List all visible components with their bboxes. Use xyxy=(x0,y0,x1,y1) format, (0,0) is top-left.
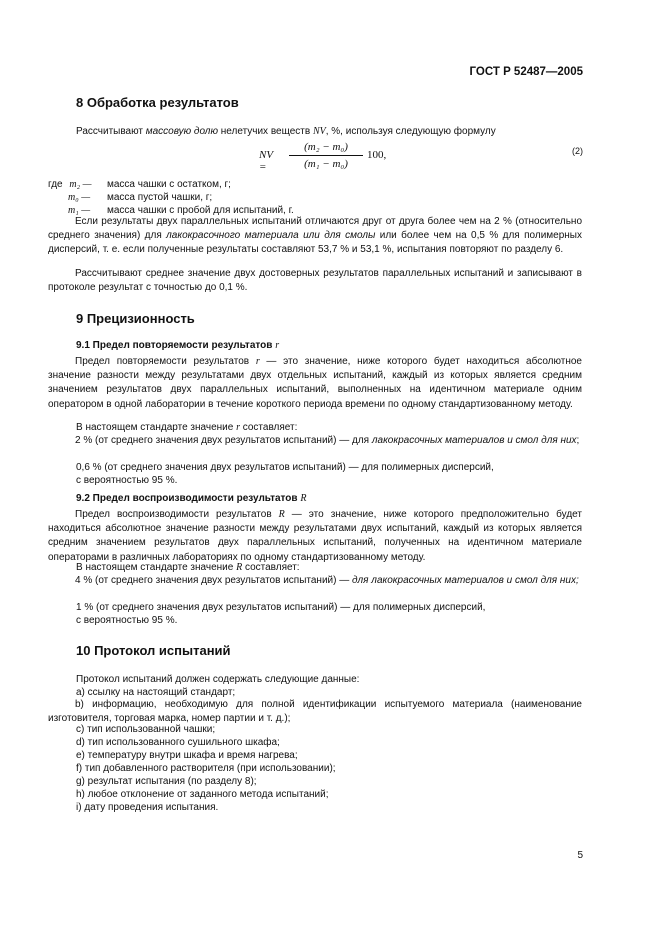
sub1-standard-value xyxy=(76,421,297,435)
section-8-paragraph-2 xyxy=(48,267,582,295)
sub1-para-a: Предел повторяемости результатов xyxy=(75,356,256,367)
sub2-standard-value xyxy=(76,561,300,575)
para1-text-a: Если результаты двух параллельных испытаний отличаются друг от друга более чем на 2 % (относительно среднего значения) для xyxy=(48,216,582,242)
standard-code: ГОСТ Р 52487—2005 xyxy=(469,66,583,78)
sub2-std-b: составляет: xyxy=(242,562,300,573)
section-10-intro: Протокол испытаний должен содержать следующие данные: xyxy=(76,674,360,685)
subsection-9-2-paragraph xyxy=(48,508,582,565)
var-m0-description: масса пустой чашки, г; xyxy=(107,192,213,203)
list-item: g) результат испытания (по разделу 8); xyxy=(76,776,257,787)
sub2-item1-a: 4 % (от среднего значения двух результатов испытаний) — xyxy=(75,575,353,586)
R-symbol-inline: R xyxy=(278,509,285,520)
sub1-para-b: — это значение, ниже которого будет находиться абсолютное значение разности между результатами двух отдельных испытаний, каждый из которых является средним значением результатов двух параллельных испытаний, выполненных на идентичном материале одним оператором в одной лаборатории в течение короткого периода времени по одному стандартизованному методу. xyxy=(48,356,582,410)
page-number: 5 xyxy=(577,850,583,861)
nv-symbol: NV xyxy=(312,126,326,137)
sub2-probability: с вероятностью 95 %. xyxy=(76,615,178,626)
sub1-item-1 xyxy=(48,434,582,448)
where-line-1 xyxy=(48,178,91,192)
formula-fraction xyxy=(289,141,363,170)
formula-lhs: NV = xyxy=(259,149,273,173)
formula-rhs: 100, xyxy=(367,149,387,161)
list-item: a) ссылку на настоящий стандарт; xyxy=(76,687,236,698)
var-m1-symbol: m₁ — xyxy=(68,205,91,216)
intro-text-mid: нелетучих веществ xyxy=(217,126,313,137)
r-symbol: r xyxy=(275,340,280,351)
subsection-9-2-title xyxy=(76,493,306,504)
intro-text-end: , %, используя следующую формулу xyxy=(325,126,496,137)
section-8-paragraph-1 xyxy=(48,215,582,258)
formula-denominator: (m₁ − m₀) xyxy=(304,158,348,170)
subsection-9-1-paragraph xyxy=(48,355,582,412)
sub2-std-a: В настоящем стандарте значение xyxy=(76,562,237,573)
sub2-item-1 xyxy=(48,574,582,588)
sub1-std-a: В настоящем стандарте значение xyxy=(76,422,237,433)
sub1-item1-italic: лакокрасочных материалов и смол для них xyxy=(371,435,577,446)
var-m2-description: масса чашки с остатком, г; xyxy=(107,179,231,190)
para2-text: Рассчитывают среднее значение двух достоверных результатов параллельных испытаний и записывают в протоколе результат с точностью до 0,1 %. xyxy=(48,268,582,294)
R-symbol: R xyxy=(300,493,307,504)
subsection-9-1-title xyxy=(76,340,279,351)
sub2-para-a: Предел воспроизводимости результатов xyxy=(75,509,279,520)
sub1-item1-b: ; xyxy=(576,435,580,446)
var-m1-description: масса чашки с пробой для испытаний, г. xyxy=(107,205,294,216)
formula-numerator: (m₂ − m₀) xyxy=(289,141,363,156)
section-8-title: 8 Обработка результатов xyxy=(76,95,239,110)
subsection-9-2-text: 9.2 Предел воспроизводимости результатов xyxy=(76,493,298,504)
sub1-item1-a: 2 % (от среднего значения двух результатов испытаний) — для xyxy=(75,435,372,446)
list-item: i) дату проведения испытания. xyxy=(76,802,219,813)
section-8-intro xyxy=(76,125,496,139)
sub1-std-b: составляет: xyxy=(239,422,298,433)
section-9-title: 9 Прецизионность xyxy=(76,311,195,326)
subsection-9-1-text: 9.1 Предел повторяемости результатов xyxy=(76,340,273,351)
R-symbol-std: R xyxy=(236,562,243,573)
list-item: c) тип использованной чашки; xyxy=(76,724,216,735)
list-item: d) тип использованного сушильного шкафа; xyxy=(76,737,280,748)
sub1-probability: с вероятностью 95 %. xyxy=(76,475,178,486)
intro-text: Рассчитывают xyxy=(76,126,146,137)
sub2-item-2: 1 % (от среднего значения двух результатов испытаний) — для полимерных дисперсий, xyxy=(76,602,486,613)
var-m2-symbol: m₂ — xyxy=(69,179,92,190)
where-label: где xyxy=(48,179,63,190)
list-item-text: b) информацию, необходимую для полной идентификации испытуемого материала (наименование изготовителя, торговая марка, номер партии и т. д.); xyxy=(48,699,582,725)
sub2-para-b: — это значение, ниже которого предположительно будет находиться абсолютное значение разности между результатами двух испытаний, каждый из которых является средним значением результатов двух параллельных испытаний, полученных на идентичном материале операторами в различных лабораториях по одному стандартизованному методу. xyxy=(48,509,582,563)
sub1-item-2: 0,6 % (от среднего значения двух результатов испытаний) — для полимерных дисперсий, xyxy=(76,462,494,473)
list-item: h) любое отклонение от заданного метода испытаний; xyxy=(76,789,329,800)
r-symbol-std: r xyxy=(236,422,240,433)
intro-italic: массовую долю xyxy=(145,126,218,137)
r-symbol-inline: r xyxy=(255,356,260,367)
list-item: e) температуру внутри шкафа и время нагрева; xyxy=(76,750,298,761)
var-m0-symbol: m₀ — xyxy=(68,192,91,203)
para1-italic: лакокрасочного материала или для смолы xyxy=(166,230,376,242)
list-item: f) тип добавленного растворителя (при использовании); xyxy=(76,763,336,774)
section-10-title: 10 Протокол испытаний xyxy=(76,643,231,658)
para1-text-b: или более чем на 0,5 % для полимерных дисперсий, т. е. если полученные результаты составляют 53,7 % и 53,1 %, испытания повторяют по разделу 6. xyxy=(48,230,582,256)
sub2-item1-italic: для лакокрасочных материалов и смол для них; xyxy=(352,575,579,586)
formula-number: (2) xyxy=(572,146,583,156)
